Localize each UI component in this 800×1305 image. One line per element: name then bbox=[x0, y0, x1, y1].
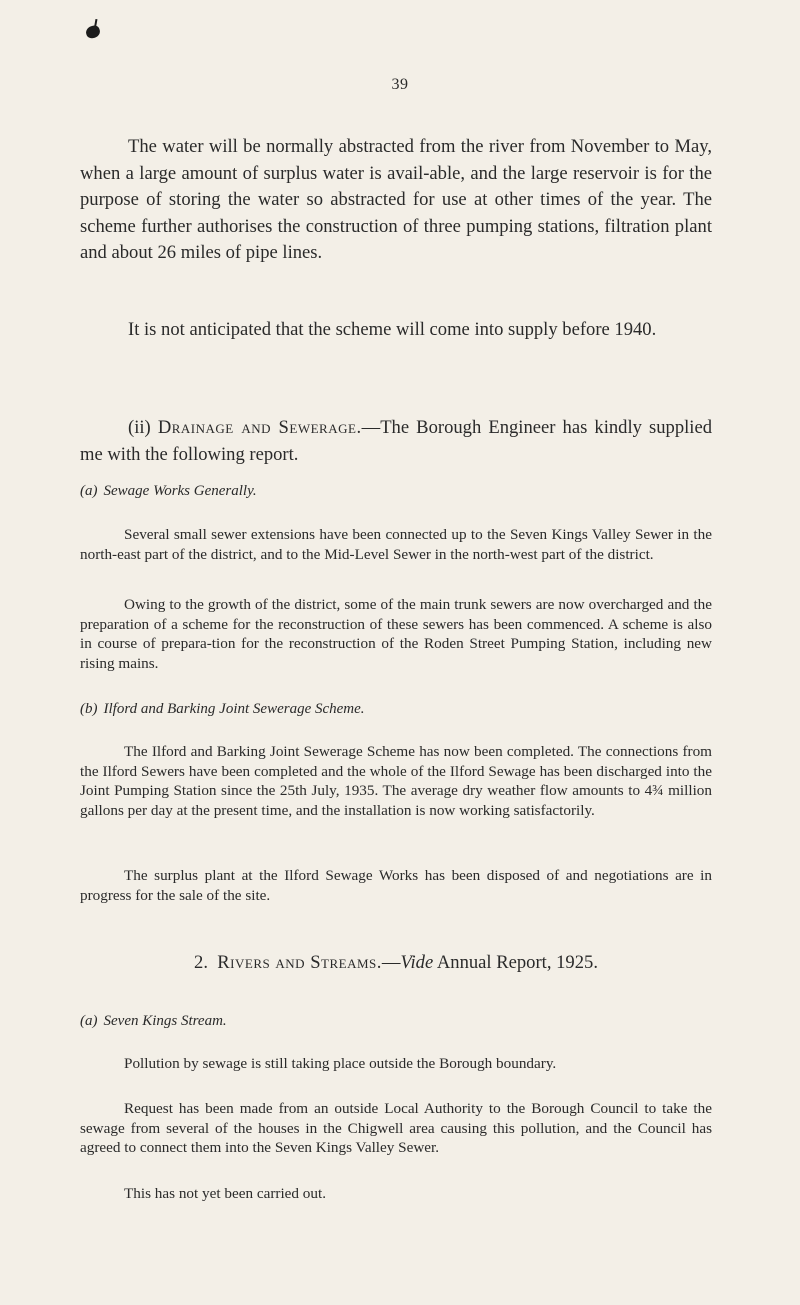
section-a-label: (a) bbox=[80, 483, 98, 499]
rivers-vide: Vide bbox=[400, 952, 434, 973]
paragraph-water: The water will be normally abstracted from the river from November to May, when a large amount of surplus water is avail-able, and the large reservoir is for the purpose of storing the water so abstracted for use at other times of the year. The scheme further authorises the construction of three pumping stations, filtration plant and about 26 miles of pipe lines. bbox=[80, 136, 712, 263]
page-number: 39 bbox=[391, 76, 409, 93]
section-b-heading bbox=[80, 701, 712, 718]
section-a-heading bbox=[80, 483, 712, 500]
section-a-paragraph-2: Owing to the growth of the district, some of the main trunk sewers are now overcharged and the preparation of a scheme for the reconstruction of these sewers has been commenced. A scheme is also in course of prepara-tion for the reconstruction of the Roden Street Pumping Station, including new rising mains. bbox=[80, 596, 712, 672]
seven-kings-paragraph-3: This has not yet been carried out. bbox=[124, 1185, 327, 1202]
section-b-title: Ilford and Barking Joint Sewerage Scheme. bbox=[103, 701, 365, 717]
section-b-label: (b) bbox=[80, 701, 98, 717]
section-b bbox=[80, 701, 712, 718]
anticipation-paragraph bbox=[80, 317, 712, 344]
rivers-rest: Annual Report, 1925. bbox=[436, 952, 598, 973]
rivers-title: Rivers and Streams. bbox=[217, 952, 382, 973]
seven-kings-label: (a) bbox=[80, 1013, 98, 1029]
section-a-title: Sewage Works Generally. bbox=[103, 483, 257, 499]
seven-kings-paragraph-2: Request has been made from an outside Local Authority to the Borough Council to take the sewage from several of the houses in the Chigwell area causing this pollution, and the Council has agreed to connect them into the Seven Kings Valley Sewer. bbox=[80, 1100, 712, 1156]
water-abstraction-paragraph bbox=[80, 134, 712, 267]
section-a bbox=[80, 483, 712, 500]
section-b-paragraph-1: The Ilford and Barking Joint Sewerage Scheme has now been completed. The connections from the Ilford Sewers have been completed and the whole of the Ilford Sewage has been discharged into the Joint Pumping Station since the 25th July, 1935. The average dry weather flow amounts to 4¾ million gallons per day at the present time, and the installation is now working satisfactorily. bbox=[80, 743, 712, 819]
rivers-dash: — bbox=[381, 952, 401, 973]
section-a-paragraph-1: Several small sewer extensions have been connected up to the Seven Kings Valley Sewer in the north-east part of the district, and to the Mid-Level Sewer in the north-west part of the district. bbox=[80, 526, 712, 563]
section-b-paragraph-2: The surplus plant at the Ilford Sewage Works has been disposed of and negotiations are in progress for the sale of the site. bbox=[80, 867, 712, 904]
drainage-paragraph bbox=[80, 415, 712, 468]
drainage-text: —The Borough Engineer has kindly supplied me with the following report. bbox=[80, 417, 712, 465]
rivers-number: 2. bbox=[194, 952, 208, 973]
section-seven-kings bbox=[80, 1013, 712, 1030]
rivers-heading bbox=[80, 952, 712, 974]
drainage-title: Drainage and Sewerage. bbox=[157, 417, 362, 438]
seven-kings-title: Seven Kings Stream. bbox=[103, 1013, 227, 1029]
paragraph-anticipation: It is not anticipated that the scheme will come into supply before 1940. bbox=[128, 319, 657, 340]
drainage-number: (ii) bbox=[128, 417, 151, 438]
seven-kings-paragraph-1: Pollution by sewage is still taking place outside the Borough boundary. bbox=[124, 1055, 557, 1072]
ink-mark bbox=[84, 24, 101, 40]
seven-kings-heading bbox=[80, 1013, 712, 1030]
drainage-section bbox=[80, 415, 712, 468]
